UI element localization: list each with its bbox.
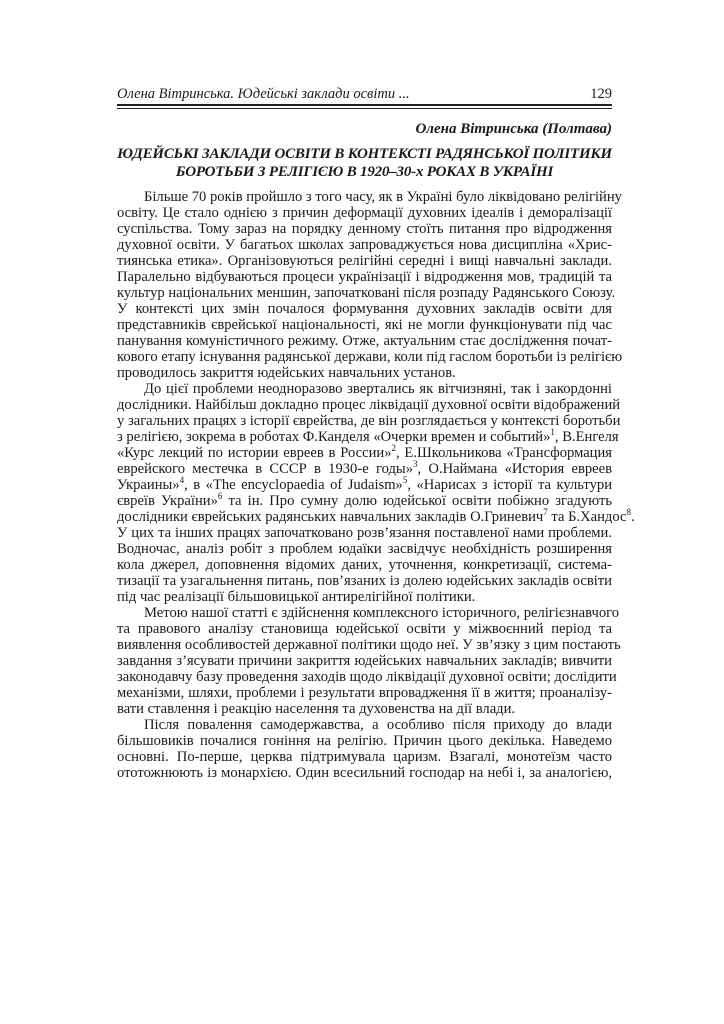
text-line [117,397,621,413]
text-segment: законодавчу базу проведення заходів щодо ліквідації духовної освіти; дослідити [117,669,617,685]
text-line [117,461,612,477]
text-line [117,637,621,653]
text-segment: еврейского местечка в СССР в 1930-е годы» [117,461,413,477]
text-segment: , «Нарисах з історії та культури [407,477,612,493]
text-line [117,317,612,333]
text-line [117,427,619,445]
text-line [117,285,616,301]
text-segment: з релігією, зокрема в роботах Ф.Канделя «Очерки времен и событий» [117,429,551,445]
text-segment: представників єврейської національності, які не могли функціонувати під час [117,317,612,333]
text-segment: , О.Наймана «История евреев [417,461,612,477]
text-segment: , Е.Школьникова «Трансформация [396,445,613,461]
text-line [117,413,621,429]
text-segment: У цих та інших працях започатковано розв’язання поставленої нами проблеми. [117,525,612,541]
text-segment: та правового аналізу становища юдейської освіти у міжвоєнний період та [117,621,612,637]
text-segment: освіту. Це стало однією з причин деформації духовних ідеалів і деморалізації [117,205,612,221]
text-segment: проводилось закриття юдейських навчальних установ. [117,365,456,381]
article-body [117,189,635,781]
text-segment: основні. По-перше, церква підтримувала царизм. Взагалі, монотеїзм часто [117,749,612,765]
text-line [117,525,612,541]
text-segment: До цієї проблеми неодноразово звертались як вітчизняні, так і закордонні [144,381,612,397]
text-line [117,669,617,685]
footnote-ref: 5 [402,475,408,486]
text-segment: духовної освіти. У багатьох школах запроваджується нова дисципліна «Хрис- [117,237,612,253]
footnote-ref: 3 [413,459,418,470]
footnote-ref: 1 [550,427,555,438]
text-segment: та Б.Хандос [547,509,627,525]
text-segment: ототожнюють із монархією. Один всесильний господар на небі і, за аналогією, [117,765,612,781]
text-line [117,653,612,669]
text-line [117,621,612,637]
text-line [117,765,612,781]
text-line [117,445,612,461]
text-segment: Після повалення самодержавства, а особливо після приходу до влади [144,717,612,733]
text-segment: під час реалізації більшовицької антирелігійної політики. [117,589,476,605]
paragraph [117,381,635,605]
text-segment: у загальних працях з історії єврейства, де він розглядається у контексті боротьби [117,413,621,429]
text-segment: У контексті цих змін почалося формування духовних закладів освіти для [117,301,612,317]
header-rule-thin [117,108,612,109]
text-segment: «Курс лекций по истории евреев в России» [117,445,392,461]
footnote-ref: 2 [391,443,396,454]
text-segment: вати ставлення і реакцію населення та духовенства на дії влади. [117,701,516,717]
text-segment: тиянська етика». Організовуються релігійні середні і вищі навчальні заклади. [117,253,612,269]
title-line [117,163,612,181]
text-line [117,701,612,717]
text-line [117,189,622,205]
text-segment: механізми, шляхи, проблеми і результати впровадження її в життя; проаналізу- [117,685,612,701]
text-line [117,493,612,509]
text-line [117,605,620,621]
text-line [117,573,612,589]
text-segment: завдання з’ясувати причини закриття юдейських навчальних закладів; вивчити [117,653,612,669]
text-segment: Водночас, аналіз робіт з проблем юдаїки засвідчує необхідність розширення [117,541,612,557]
text-segment: більшовиків почалися гоніння на релігію. Причин цього декілька. Наведемо [117,733,612,749]
footnote-ref: 8 [626,507,631,518]
footnote-ref: 6 [217,491,223,502]
text-segment: євреїв України» [117,493,218,509]
article-title [117,145,612,181]
text-line [117,205,612,221]
text-line [117,685,612,701]
text-line [117,237,612,253]
article-author: Олена Вітринська (Полтава) [415,121,612,137]
title-line-text: БОРОТЬБИ З РЕЛІГІЄЮ В 1920–30-х РОКАХ В УКРАЇНІ [175,164,554,180]
text-segment: та ін. Про сумну долю юдейської освіти побіжно згадують [222,493,612,509]
running-title: Олена Вітринська. Юдейські заклади освіти ... [117,86,410,102]
footnote-ref: 4 [179,475,185,486]
header-rule-thick [117,104,612,106]
text-line [117,589,612,605]
text-line [117,733,612,749]
text-line [117,333,612,349]
text-segment: , В.Енгеля [554,429,619,445]
text-segment: панування комуністичного режиму. Отже, актуальним стає дослідження почат- [117,333,612,349]
text-segment: Украины» [117,477,180,493]
paragraph [117,717,612,781]
text-line [117,269,612,285]
text-line [117,717,612,733]
text-segment: культур національних меншин, започатковані після розпаду Радянського Союзу. [117,285,616,301]
footnote-ref: 7 [543,507,548,518]
text-line [117,253,612,269]
text-line [117,541,612,557]
text-segment: тизації та узагальнення питань, пов’язаних із долею юдейських закладів освіти [117,573,612,589]
title-line [117,145,612,163]
text-segment: дослідники. Найбільш докладно процес ліквідації духовної освіти відображений [117,397,621,413]
text-segment: виявлення особливостей державної політики щодо неї. У зв’язку з цим постають [117,637,621,653]
text-segment: Більше 70 років пройшло з того часу, як в Україні було ліквідовано релігійну [144,189,622,205]
text-line [117,365,612,381]
text-line [117,349,623,365]
text-segment: суспільства. Тому зараз на порядку денному стоїть питання про відродження [117,221,612,237]
running-header [117,86,612,104]
text-line [117,381,612,397]
text-segment: кола джерел, доповнення відомих даних, уточнення, конкретизації, система- [117,557,612,573]
text-segment: Паралельно відбуваються процеси українізації і відродження мов, традицій та [117,269,612,285]
text-line [117,477,612,493]
text-segment: Метою нашої статті є здійснення комплексного історичного, релігієзнавчого [144,605,620,621]
text-line [117,557,612,573]
text-line [117,507,635,525]
text-segment: , в «The encyclopaedia of Judaism» [184,477,403,493]
text-line [117,301,612,317]
text-line [117,749,612,765]
page-number: 129 [590,86,612,102]
paragraph [117,605,621,717]
text-line [117,221,612,237]
text-segment: кового етапу існування радянської держави, коли під гаслом боротьби із релігією [117,349,623,365]
paragraph [117,189,623,381]
title-line-text: ЮДЕЙСЬКІ ЗАКЛАДИ ОСВІТИ В КОНТЕКСТІ РАДЯНСЬКОЇ ПОЛІТИКИ [117,146,612,162]
text-segment: . [630,509,635,525]
text-segment: дослідники єврейських радянських навчальних закладів О.Гриневич [117,509,544,525]
